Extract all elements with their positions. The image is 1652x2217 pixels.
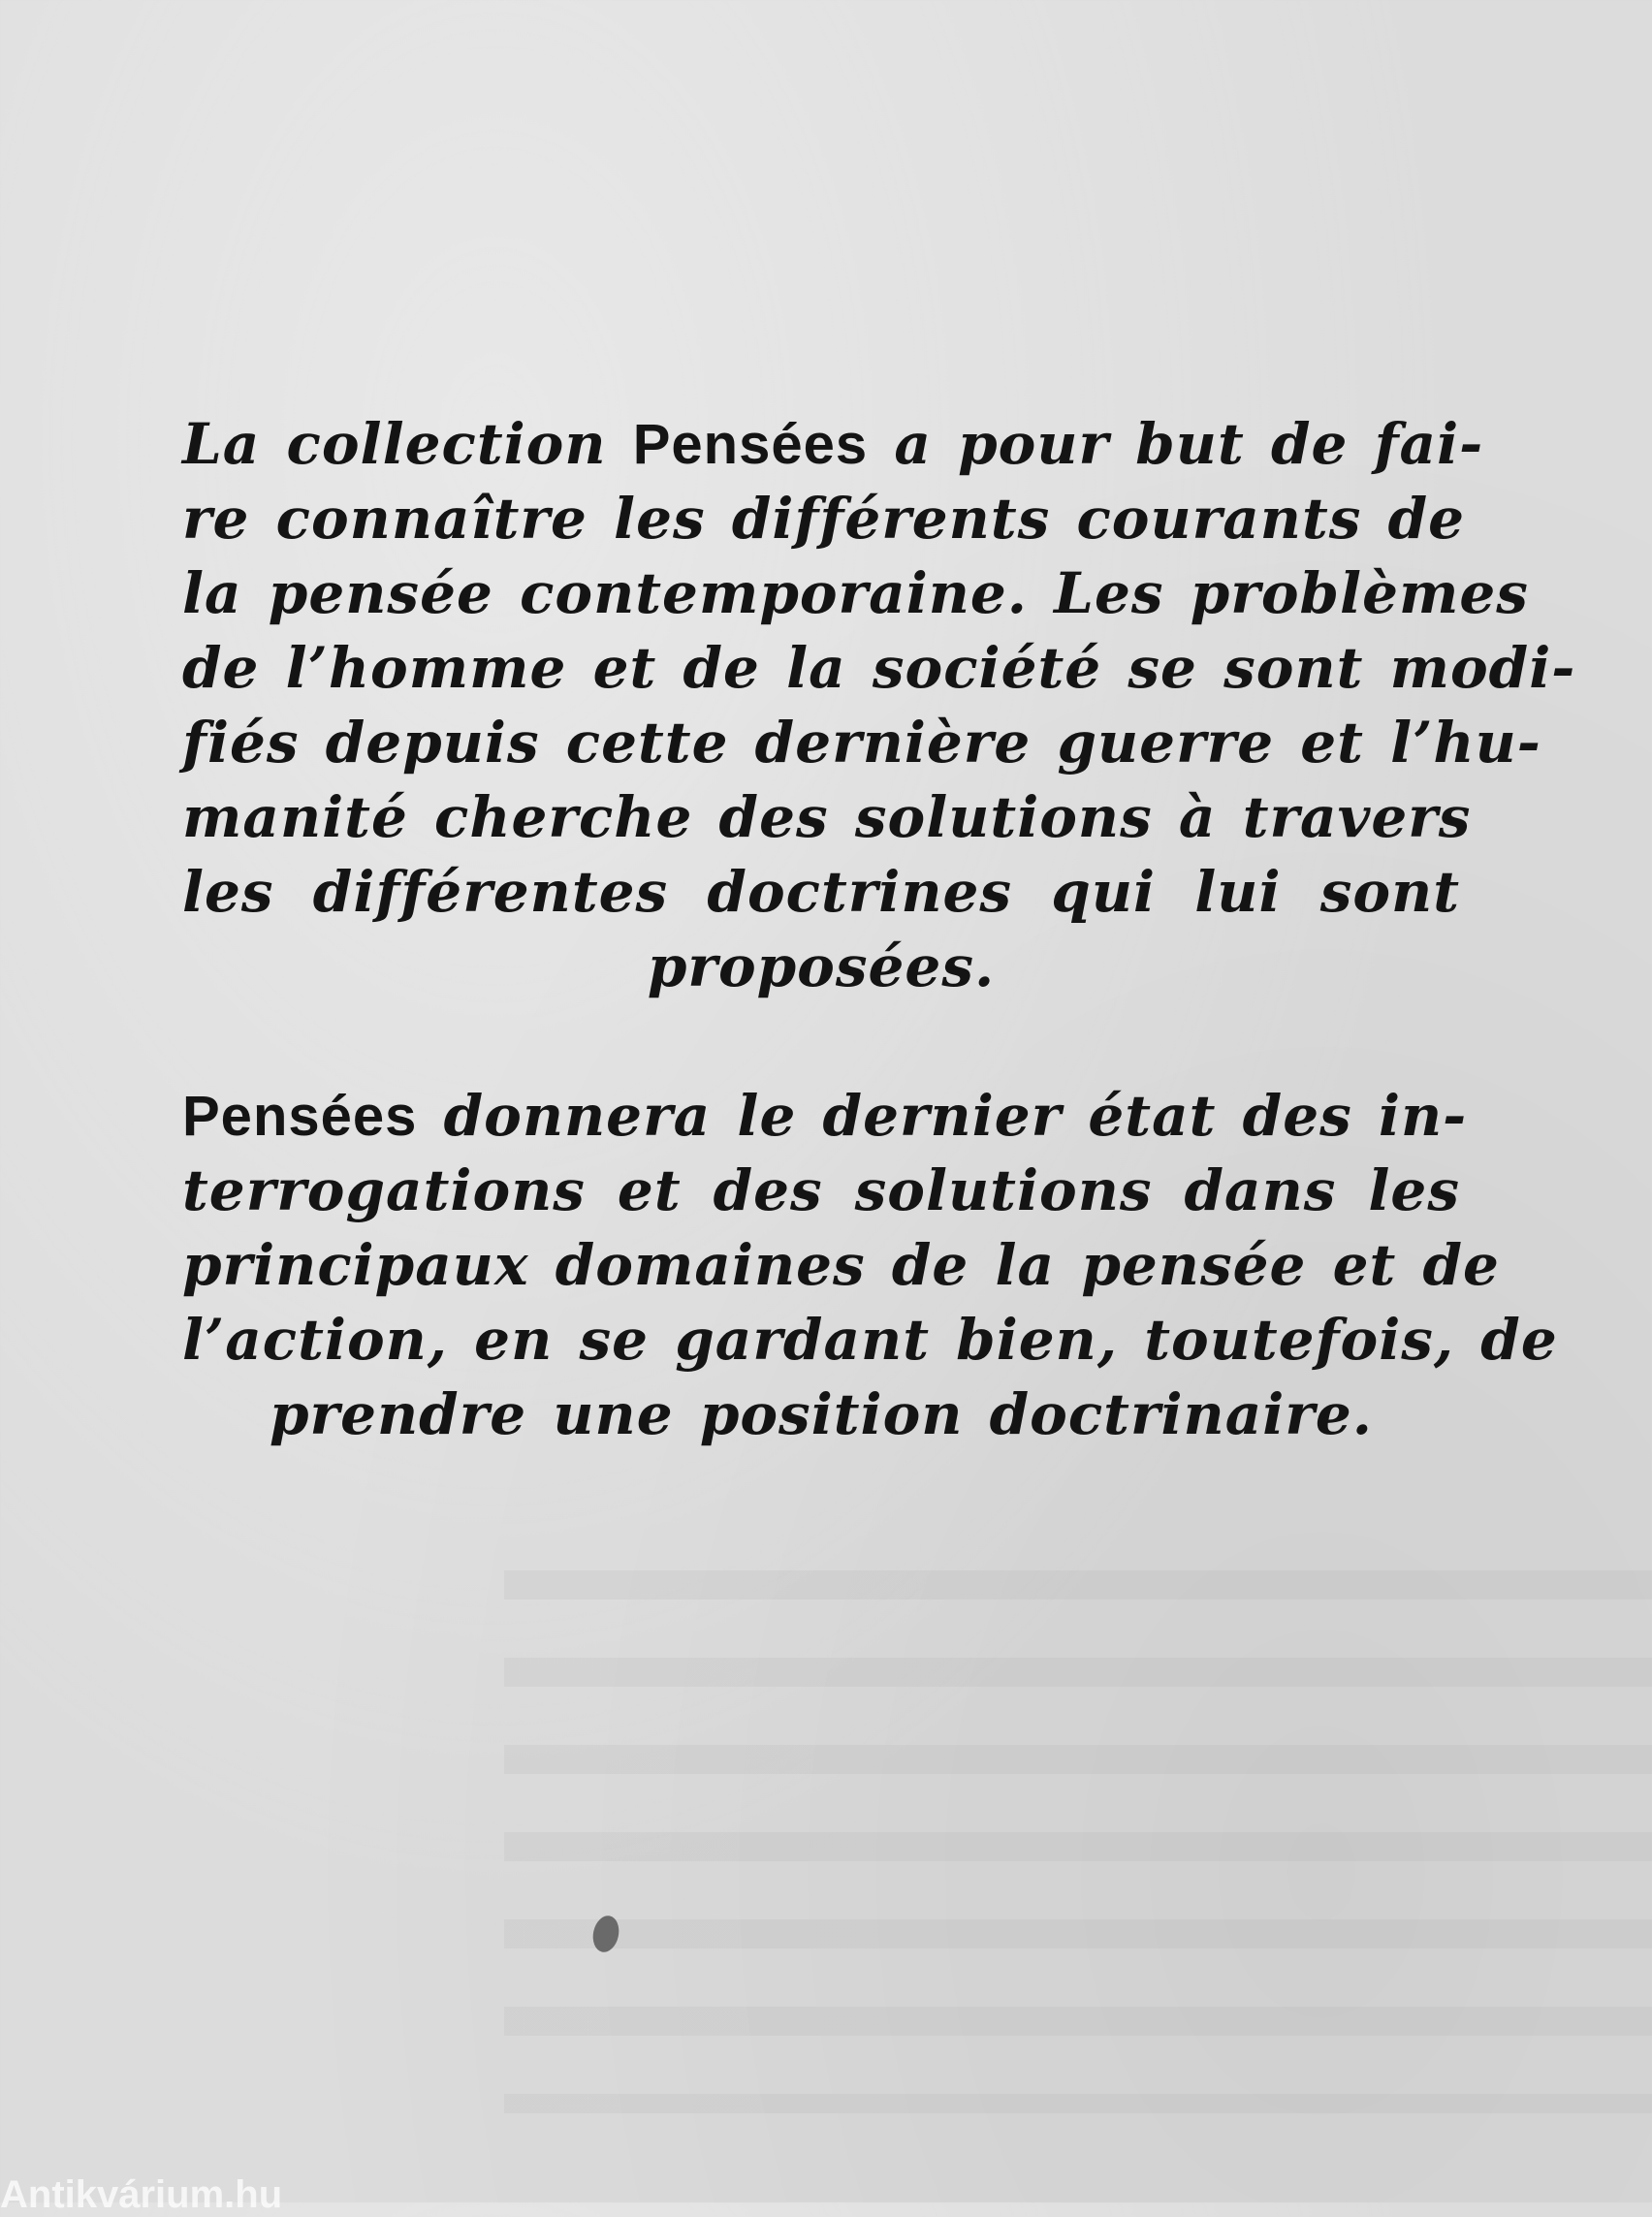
text-line xyxy=(182,407,1484,482)
text-line: manité cherche des solutions à travers xyxy=(182,784,1472,850)
collection-name: Pensées xyxy=(632,413,869,476)
text-segment: a pour but de fai- xyxy=(868,411,1484,477)
text-line: la pensée contemporaine. Les problèmes xyxy=(182,560,1529,626)
ink-spot xyxy=(589,1914,621,1955)
text-line: l’action, en se gardant bien, toutefois, de xyxy=(182,1307,1558,1373)
text-segment: La collection xyxy=(182,411,633,477)
text-line-final: proposées. xyxy=(647,934,996,999)
bleed-through-texture xyxy=(504,1532,1652,2113)
text-line xyxy=(182,1079,1468,1154)
text-line: fiés depuis cette dernière guerre et l’hu- xyxy=(182,710,1541,776)
text-line-final: prendre une position doctrinaire. xyxy=(270,1381,1373,1447)
text-line: re connaître les différents courants de xyxy=(182,486,1466,552)
text-segment: donnera le dernier état des in- xyxy=(417,1083,1468,1149)
paragraph-collection-scope xyxy=(182,1079,1558,1452)
watermark: Antikvárium.hu xyxy=(0,2173,283,2216)
text-line: terrogations et des solutions dans les xyxy=(182,1157,1460,1223)
text-line: de l’homme et de la société se sont modi- xyxy=(182,635,1576,701)
paragraph-collection-purpose xyxy=(182,407,1576,1004)
collection-name: Pensées xyxy=(182,1085,418,1148)
text-line: les différentes doctrines qui lui sont xyxy=(182,859,1460,925)
text-line: principaux domaines de la pensée et de xyxy=(182,1232,1500,1298)
